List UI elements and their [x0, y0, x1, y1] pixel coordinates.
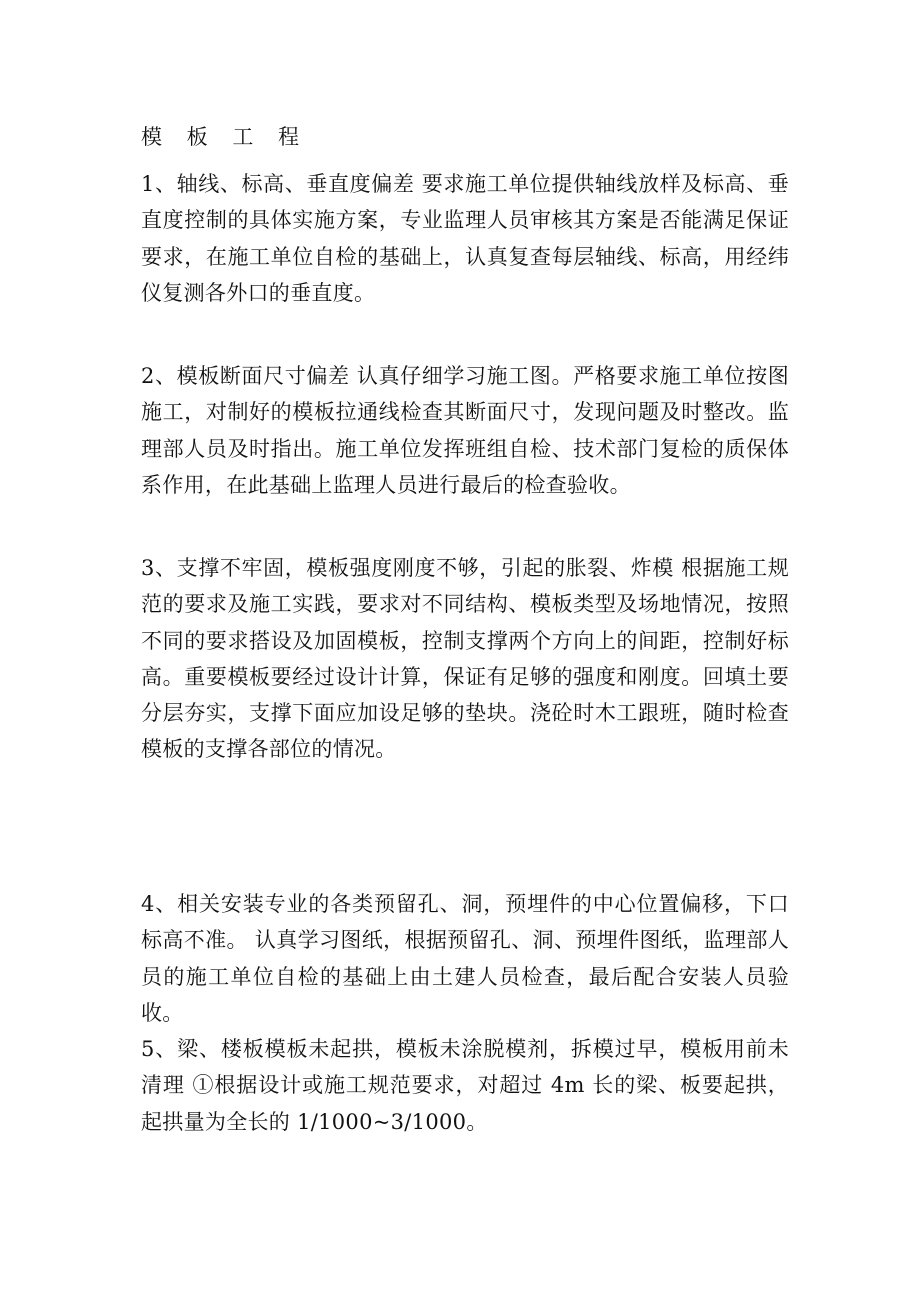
paragraph-camber-release: 5、梁、楼板模板未起拱，模板未涂脱模剂，拆模过早，模板用前未清理 ①根据设计或施工规范要求，对超过 4m 长的梁、板要起拱，起拱量为全长的 1/1000~3/1000。: [141, 1037, 789, 1134]
paragraph-support-stiffness: 3、支撑不牢固，模板强度刚度不够，引起的胀裂、炸模 根据施工规范的要求及施工实践，要求对不同结构、模板类型及场地情况，按照不同的要求搭设及加固模板，控制支撑两个方向上的间距，控制好标高。重要模板要经过设计计算，保证有足够的强度和刚度。回填土要分层夯实，支撑下面应加设足够的垫块。浇砼时木工跟班，随时检查模板的支撑各部位的情况。: [141, 556, 789, 762]
paragraph-embedded-parts: 4、相关安装专业的各类预留孔、洞，预埋件的中心位置偏移，下口标高不准。 认真学习图纸，根据预留孔、洞、预埋件图纸，监理部人员的施工单位自检的基础上由土建人员检查，最后配合安装人员验收。: [141, 892, 789, 1025]
document-title: 模 板 工 程: [141, 125, 309, 149]
paragraph-axis-elevation: 1、轴线、标高、垂直度偏差 要求施工单位提供轴线放样及标高、垂直度控制的具体实施方案，专业监理人员审核其方案是否能满足保证要求，在施工单位自检的基础上，认真复查每层轴线、标高，用经纬仪复测各外口的垂直度。: [141, 172, 789, 305]
paragraph-section-size: 2、模板断面尺寸偏差 认真仔细学习施工图。严格要求施工单位按图施工，对制好的模板拉通线检查其断面尺寸，发现问题及时整改。监理部人员及时指出。施工单位发挥班组自检、技术部门复检的质保体系作用，在此基础上监理人员进行最后的检查验收。: [141, 364, 789, 497]
